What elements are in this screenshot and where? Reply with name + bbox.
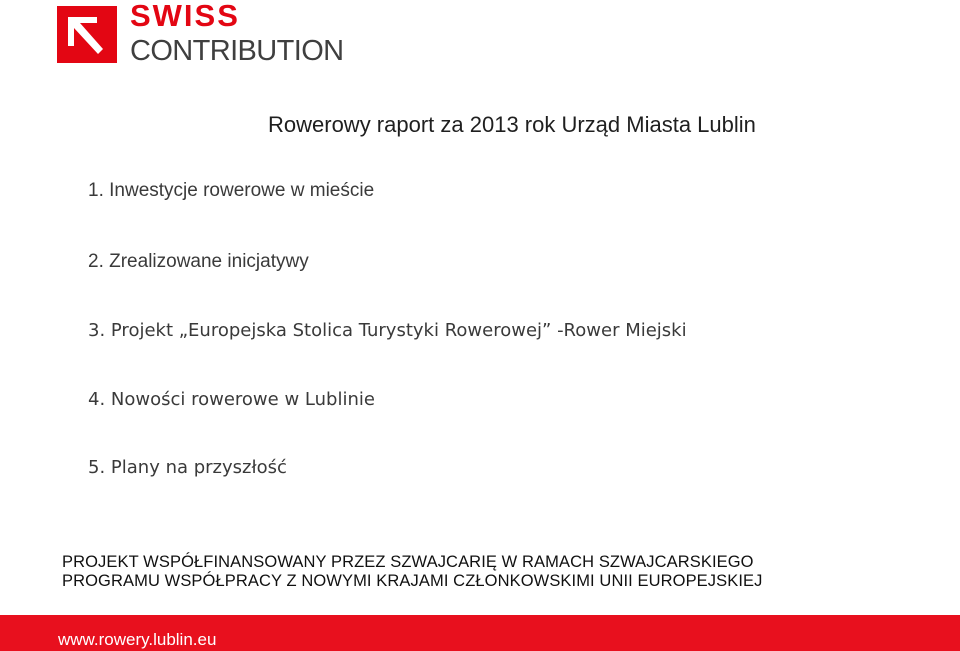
page-title: Rowerowy raport za 2013 rok Urząd Miasta Lublin	[268, 112, 756, 137]
swiss-contribution-logo	[57, 0, 357, 67]
footer-bar	[0, 615, 960, 651]
cofinancing-note	[62, 553, 763, 592]
agenda-item-5: 5. Plany na przyszłość	[88, 457, 287, 478]
cofinancing-note-line-2: PROGRAMU WSPÓŁPRACY Z NOWYMI KRAJAMI CZŁONKOWSKIMI UNII EUROPEJSKIEJ	[62, 572, 763, 591]
agenda-item-2: 2. Zrealizowane inicjatywy	[88, 251, 309, 272]
agenda-item-4: 4. Nowości rowerowe w Lublinie	[88, 389, 375, 410]
logo-word-swiss: SWISS	[130, 0, 240, 33]
agenda-item-3: 3. Projekt „Europejska Stolica Turystyki Rowerowej” -Rower Miejski	[88, 320, 687, 341]
swiss-contribution-mark-icon	[57, 6, 117, 63]
website-url: www.rowery.lublin.eu	[58, 630, 217, 649]
cofinancing-note-line-1: PROJEKT WSPÓŁFINANSOWANY PRZEZ SZWAJCARIĘ W RAMACH SZWAJCARSKIEGO	[62, 553, 754, 571]
agenda-item-1: 1. Inwestycje rowerowe w mieście	[88, 180, 375, 201]
logo-word-contribution: CONTRIBUTION	[130, 35, 344, 67]
